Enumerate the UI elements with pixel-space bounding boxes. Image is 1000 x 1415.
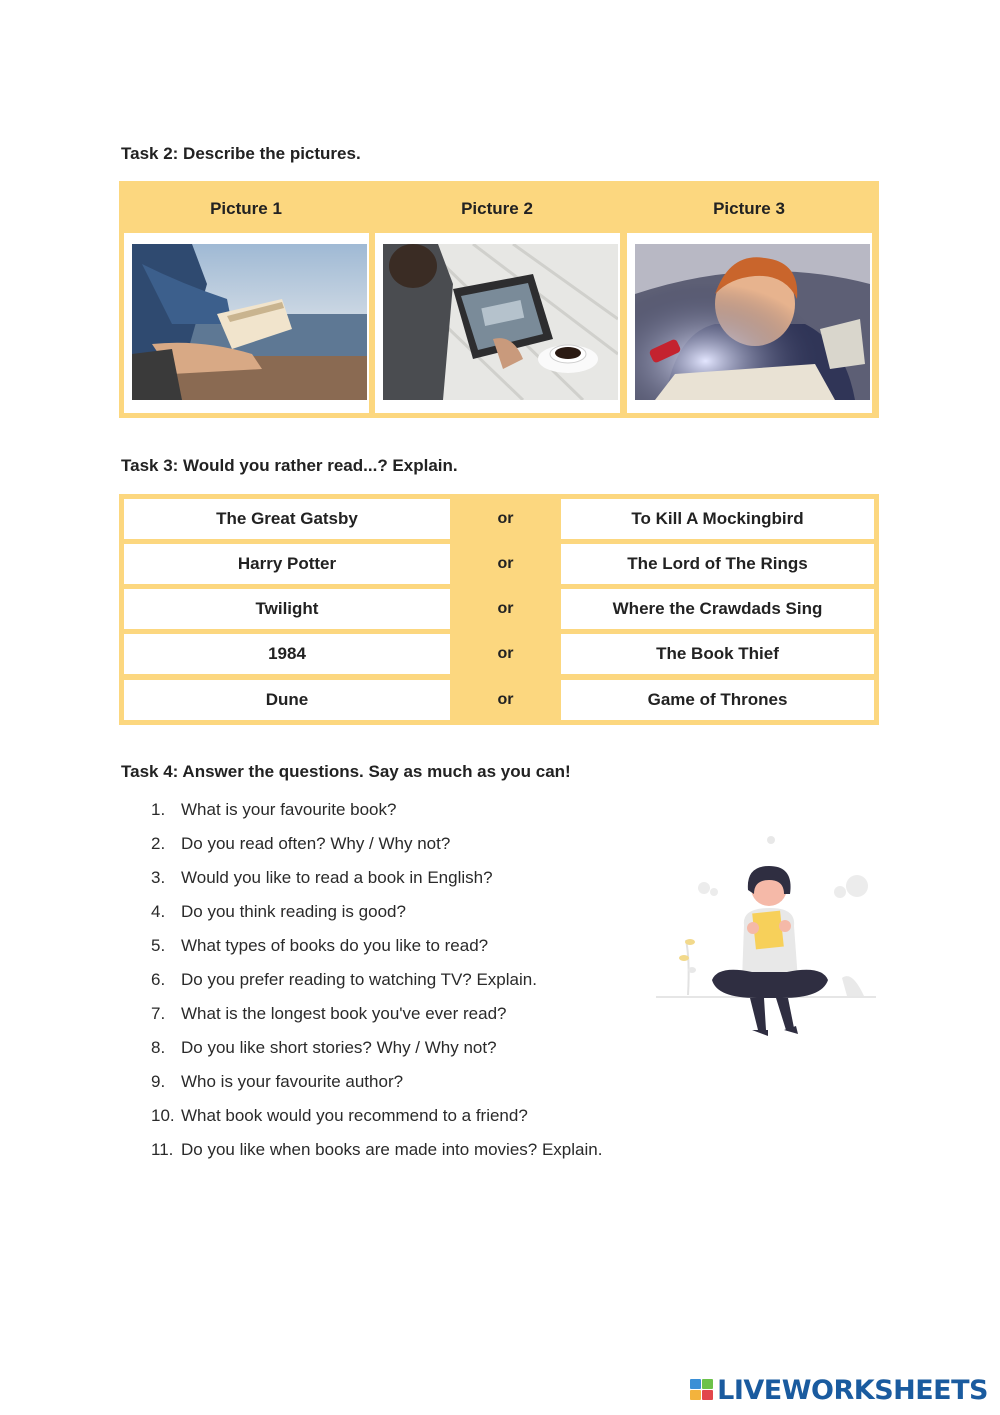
liveworksheets-logo	[689, 1372, 988, 1408]
list-item	[151, 1002, 602, 1036]
list-item	[151, 1138, 602, 1172]
question-text: Do you read often? Why / Why not?	[181, 834, 451, 853]
list-item	[151, 866, 602, 900]
question-number: 2.	[151, 834, 166, 853]
question-text: Do you think reading is good?	[181, 902, 406, 921]
picture-2-label: Picture 2	[461, 199, 533, 218]
questions-list	[151, 798, 602, 1172]
question-text: What is your favourite book?	[181, 800, 397, 819]
pictures-table	[119, 181, 879, 418]
question-text: Do you like short stories? Why / Why not?	[181, 1038, 497, 1057]
question-number: 10.	[151, 1106, 175, 1125]
list-item	[151, 1104, 602, 1138]
or-label: or	[497, 645, 514, 662]
or-label: or	[497, 600, 514, 617]
question-text: What book would you recommend to a friend?	[181, 1106, 528, 1125]
list-item	[151, 934, 602, 968]
reading-girl-illustration	[652, 830, 880, 1045]
question-number: 6.	[151, 970, 166, 989]
picture-2-cell	[375, 233, 620, 413]
question-text: What is the longest book you've ever read?	[181, 1004, 507, 1023]
list-item	[151, 832, 602, 866]
book-option-right: Game of Thrones	[561, 680, 874, 720]
book-option-left: Dune	[124, 680, 450, 720]
question-text: Who is your favourite author?	[181, 1072, 404, 1091]
picture-1-cell	[124, 233, 369, 413]
or-label: or	[497, 510, 514, 527]
task4-heading: Task 4: Answer the questions. Say as much as you can!	[121, 762, 571, 781]
question-number: 7.	[151, 1004, 166, 1023]
book-option-left: 1984	[124, 634, 450, 674]
book-option-left: Harry Potter	[124, 544, 450, 584]
list-item	[151, 968, 602, 1002]
picture-3-photo	[635, 244, 870, 400]
question-text: Would you like to read a book in English?	[181, 868, 493, 887]
book-option-right: The Book Thief	[561, 634, 874, 674]
task2-heading: Task 2: Describe the pictures.	[121, 144, 361, 163]
list-item	[151, 1070, 602, 1104]
list-item	[151, 798, 602, 832]
picture-2-photo	[383, 244, 618, 400]
or-label: or	[497, 555, 514, 572]
task3-heading: Task 3: Would you rather read...? Explain.	[121, 456, 458, 475]
or-label: or	[497, 691, 514, 708]
picture-3-cell	[627, 233, 872, 413]
book-option-right: To Kill A Mockingbird	[561, 499, 874, 539]
question-text: Do you prefer reading to watching TV? Explain.	[181, 970, 537, 989]
book-option-right: Where the Crawdads Sing	[561, 589, 874, 629]
question-number: 11.	[151, 1140, 174, 1159]
picture-1-photo	[132, 244, 367, 400]
book-option-left: Twilight	[124, 589, 450, 629]
question-text: Do you like when books are made into movies? Explain.	[181, 1140, 603, 1159]
would-you-rather-table	[119, 494, 879, 725]
list-item	[151, 900, 602, 934]
logo-text: LIVEWORKSHEETS	[717, 1374, 988, 1406]
question-number: 5.	[151, 936, 166, 955]
question-number: 3.	[151, 868, 166, 887]
book-option-right: The Lord of The Rings	[561, 544, 874, 584]
picture-3-label: Picture 3	[713, 199, 785, 218]
question-text: What types of books do you like to read?	[181, 936, 489, 955]
book-option-left: The Great Gatsby	[124, 499, 450, 539]
picture-1-label: Picture 1	[210, 199, 282, 218]
question-number: 9.	[151, 1072, 166, 1091]
question-number: 4.	[151, 902, 166, 921]
liveworksheets-logo-icon	[689, 1377, 715, 1403]
question-number: 8.	[151, 1038, 166, 1057]
list-item	[151, 1036, 602, 1070]
question-number: 1.	[151, 800, 166, 819]
